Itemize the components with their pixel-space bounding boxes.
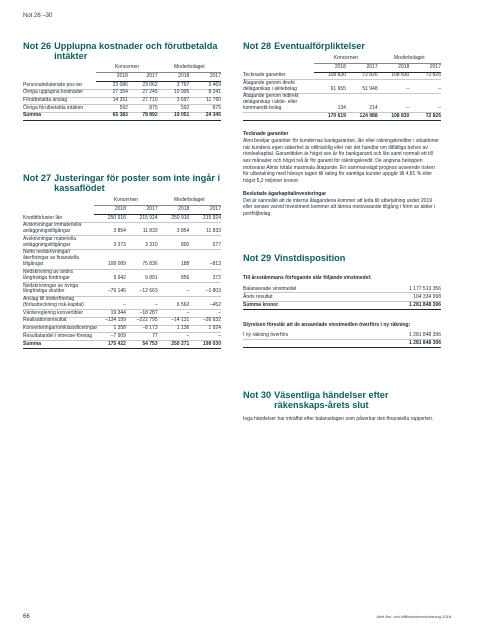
row-label: Personalrelaterade pos-ter [23, 82, 96, 90]
row-label: Balanserade vinstmedel [243, 285, 297, 292]
table-row [23, 269, 221, 283]
cell-value: 250 916 [94, 215, 126, 223]
row-label: Summa [23, 112, 96, 120]
cell-value: –26 632 [189, 318, 221, 326]
row-label: Realisationsresultat [23, 318, 94, 326]
cell-value: 108 830 [378, 113, 410, 121]
year-header: 2018 [314, 63, 346, 72]
cell-value: 27 245 [128, 89, 158, 97]
table-row [23, 333, 221, 341]
year-header: 2017 [346, 63, 378, 72]
cell-value: 3 767 [158, 82, 190, 90]
table-row [243, 80, 441, 94]
table-row [243, 93, 441, 113]
cell-value: – [126, 296, 158, 310]
row-label: Tecknade garantier [243, 72, 314, 80]
group-header: Koncernen [314, 56, 377, 64]
cell-value: 875 [128, 105, 158, 113]
row-label: Avskrivningar materiella anläggningstillgångar [23, 236, 94, 250]
cell-value: 250 916 [158, 215, 190, 223]
note-26-title [23, 42, 221, 61]
cell-value: 108 830 [314, 72, 346, 80]
note-30-body: Inga händelser har inträffat efter balansdagen som påverkar den finansiella rapporten. [243, 416, 434, 422]
row-label: Summa kronor [243, 302, 279, 309]
row-value: 1 281 848 396 [409, 340, 441, 347]
cell-value: 170 619 [314, 113, 346, 121]
note-29-title [243, 254, 441, 264]
cell-value: 199 030 [189, 341, 221, 349]
table-row [23, 310, 221, 318]
row-label [243, 113, 314, 121]
note-number: Not 30 [243, 390, 272, 400]
cell-value: 24 345 [189, 112, 221, 120]
row-label: Åtagande genom indirekt delägarskap i aktie- eller kommandit-bolag [243, 93, 314, 113]
year-header: 2017 [409, 63, 441, 72]
row-label: Värdereglering konvertibler [23, 310, 94, 318]
cell-value: 75 836 [126, 250, 158, 270]
cell-value: 890 [158, 236, 190, 250]
note-28-section [243, 42, 441, 218]
note-title-text: Eventualförpliktelser [274, 41, 365, 51]
cell-value: 1 924 [189, 325, 221, 333]
table-row [23, 236, 221, 250]
cell-value: – [158, 333, 190, 341]
proposal-intro: Styrelsen föreslår att de ansamlade vinstmedlen överförs i ny räkning: [243, 321, 411, 328]
cell-value: 72 826 [409, 113, 441, 121]
group-header: Koncernen [94, 198, 157, 206]
table-row [23, 250, 221, 270]
year-header: 2017 [189, 206, 221, 215]
table-row [23, 97, 221, 105]
row-label: Årets resultat [243, 293, 273, 300]
year-header: 2018 [94, 206, 126, 215]
table-row [23, 283, 221, 297]
row-label: Resultatandel i intresse-företag [23, 333, 94, 341]
cell-value: 72 826 [409, 72, 441, 80]
group-header: Moderbolaget [158, 198, 221, 206]
cell-value: 134 [314, 93, 346, 113]
table-row [23, 105, 221, 113]
year-header: 2018 [158, 206, 190, 215]
cell-value: 3 697 [158, 97, 190, 105]
dispo-intro: Till årsstämmans förfogande står följande vinstmedel: [243, 274, 372, 281]
row-label: Anslag till dotterföretag (förlustteckning risk-kapital) [23, 296, 94, 310]
text-body: Det är sannolikt att de interna åtagandena kommer att leda till utbetalning under 2019 eller senare varvid Investment kommer att lämna motsvarande tillgång i form av aktier i portföljbolag. [243, 197, 436, 217]
cell-value: 51 948 [346, 80, 378, 94]
group-header: Koncernen [96, 65, 157, 73]
year-header: 2018 [378, 63, 410, 72]
note-number: Not 27 [23, 173, 52, 183]
row-label: Förutbetalda anslag [23, 97, 96, 105]
table-row [23, 222, 221, 236]
note-27-title [23, 174, 221, 193]
cell-value: – [409, 80, 441, 94]
cell-value: 175 422 [94, 341, 126, 349]
dispo-row [243, 285, 441, 293]
note-28-title [243, 42, 441, 52]
note-title-text: Upplupna kostnader och förutbetalda intäkter [54, 41, 218, 61]
cell-value: –18 287 [126, 310, 158, 318]
dispo-row [243, 293, 441, 301]
cell-value: –222 795 [126, 318, 158, 326]
cell-value: 14 351 [96, 97, 128, 105]
row-label: Avskrivningar immateriella anläggningstillgångar [23, 222, 94, 236]
dispo-total-row [243, 302, 441, 310]
cell-value: 23 086 [96, 82, 128, 90]
row-label: Summa [23, 341, 94, 349]
year-header: 2017 [189, 73, 221, 82]
text-body: Almi beviljar garantier för kundernas bankgarantier, lån eller räkningskrediter i situationer när kundens egen säkerhet är otillräcklig eller när det handlar om tillfälliga behov av rörelsekapital. Garantitiden är högst sex år för bankgaranti och lån samt normalt ett till sex månader och högst två år för garanti för räkningskredit. De angivna beloppen motsvarar Almis totala maximala åtagande. En sammanvägd prognos avseende risken för utbetalning med hänsyn tagen till rating för samtliga kunder uppgår till 4,81 % eller högst 5,2 miljoner kronor. [243, 137, 439, 185]
cell-value: 65 383 [96, 112, 128, 120]
row-label: Kreditförluster lån [23, 215, 94, 223]
cell-value: 3 469 [189, 82, 221, 90]
cell-value: 124 988 [346, 113, 378, 121]
row-label: Nedskrivningar av övriga långfristiga skulder [23, 283, 94, 297]
proposal-total-row [243, 340, 441, 348]
table-row [23, 296, 221, 310]
cell-value: 3 373 [94, 236, 126, 250]
cell-value: 188 [158, 250, 190, 270]
cell-value: 8 241 [189, 89, 221, 97]
guarantees-text [243, 131, 441, 217]
cell-value: 11 833 [189, 222, 221, 236]
row-label: I ny räkning överförs [243, 332, 289, 339]
note-29-section [243, 254, 441, 348]
cell-value: – [158, 283, 190, 297]
row-value: 104 334 998 [413, 293, 441, 300]
note-27-table [23, 198, 221, 349]
cell-value: 54 753 [126, 341, 158, 349]
cell-value: 108 830 [378, 72, 410, 80]
note-title-text: Justeringar för poster som inte ingår i kassaflödet [54, 173, 221, 193]
cell-value: 592 [96, 105, 128, 113]
table-row [23, 215, 221, 223]
dispo-table [243, 285, 441, 310]
cell-value: 19 051 [158, 112, 190, 120]
note-title-text: Väsentliga händelser efter räkenskaps-årets slut [274, 390, 389, 410]
cell-value: – [409, 93, 441, 113]
row-label: Netto nedskrivningar/återföringar av finansiella tillgångar [23, 250, 94, 270]
cell-value: 214 [346, 93, 378, 113]
cell-value: 23 062 [128, 82, 158, 90]
note-30-title [243, 391, 441, 410]
table-row [243, 72, 441, 80]
note-number: Not 29 [243, 253, 272, 263]
cell-value: 1 358 [94, 325, 126, 333]
cell-value: –8 173 [126, 325, 158, 333]
cell-value: – [94, 296, 126, 310]
row-label: Åtagande genom direkt delägarskap i aktiebolag [243, 80, 314, 94]
page-number: 66 [23, 614, 30, 620]
cell-value: – [189, 310, 221, 318]
row-label: Övriga förutbetalda intäkter [23, 105, 96, 113]
report-name: Almi års- och hållbarhetsredovisning 2018 [376, 614, 451, 619]
row-value: 1 281 848 396 [409, 302, 441, 309]
cell-value: 72 826 [346, 72, 378, 80]
cell-value: 250 271 [158, 341, 190, 349]
year-header: 2017 [126, 206, 158, 215]
cell-value: – [378, 93, 410, 113]
cell-value: –7 909 [94, 333, 126, 341]
note-30-section [243, 391, 441, 423]
cell-value: 11 760 [189, 97, 221, 105]
page-header: Not 26 –30 [23, 13, 53, 19]
total-row [243, 113, 441, 121]
cell-value: – [158, 310, 190, 318]
text-heading: Beslutade ägarkapitalinvesteringar [243, 190, 327, 197]
cell-value: 592 [158, 105, 190, 113]
cell-value: 27 354 [96, 89, 128, 97]
year-header: 2018 [158, 73, 190, 82]
cell-value: 108 089 [94, 250, 126, 270]
cell-value: 6 562 [158, 296, 190, 310]
cell-value: 215 924 [189, 215, 221, 223]
cell-value: – [378, 80, 410, 94]
cell-value: –12 663 [126, 283, 158, 297]
note-number: Not 28 [243, 41, 272, 51]
cell-value: 27 710 [128, 97, 158, 105]
cell-value: 19 344 [94, 310, 126, 318]
row-label: Konverteringar/omklassificeringar [23, 325, 98, 332]
note-26-table [23, 65, 221, 121]
note-title-text: Vinstdisposition [274, 253, 346, 263]
cell-value: 9 891 [126, 269, 158, 283]
cell-value: 3 854 [94, 222, 126, 236]
proposal-row [243, 331, 441, 339]
cell-value: –452 [189, 296, 221, 310]
text-heading: Tecknade garantier [243, 131, 289, 138]
cell-value: –79 146 [94, 283, 126, 297]
total-row [23, 112, 221, 120]
proposal-table [243, 331, 441, 347]
note-28-table [243, 56, 441, 122]
group-header: Moderbolaget [158, 65, 221, 73]
table-row [23, 325, 221, 333]
cell-value: – [189, 333, 221, 341]
row-label: Nedskrivning av andra långfristiga fordringar [23, 269, 94, 283]
row-label: Övriga upplupna kostnader [23, 89, 96, 97]
note-26-section [23, 42, 221, 121]
cell-value: 10 995 [158, 89, 190, 97]
cell-value: 11 833 [126, 222, 158, 236]
cell-value: –813 [189, 250, 221, 270]
cell-value: 9 942 [94, 269, 126, 283]
cell-value: 61 655 [314, 80, 346, 94]
cell-value: 856 [158, 269, 190, 283]
cell-value: 78 892 [128, 112, 158, 120]
cell-value: 372 [189, 269, 221, 283]
year-header: 2017 [128, 73, 158, 82]
cell-value: –14 131 [158, 318, 190, 326]
note-27-section [23, 174, 221, 349]
table-row [23, 318, 221, 326]
note-number: Not 26 [23, 41, 52, 51]
table-row [23, 89, 221, 97]
total-row [23, 341, 221, 349]
cell-value: –1 803 [189, 283, 221, 297]
cell-value: 77 [126, 333, 158, 341]
row-value: 1 177 513 356 [409, 285, 441, 292]
year-header: 2018 [96, 73, 128, 82]
cell-value: 677 [189, 236, 221, 250]
cell-value: 3 854 [158, 222, 190, 236]
group-header: Moderbolaget [378, 56, 441, 64]
row-value: 1 281 848 396 [409, 332, 441, 339]
cell-value: 1 136 [158, 325, 190, 333]
cell-value: –134 199 [94, 318, 126, 326]
cell-value: 215 924 [126, 215, 158, 223]
cell-value: 875 [189, 105, 221, 113]
cell-value: 3 310 [126, 236, 158, 250]
